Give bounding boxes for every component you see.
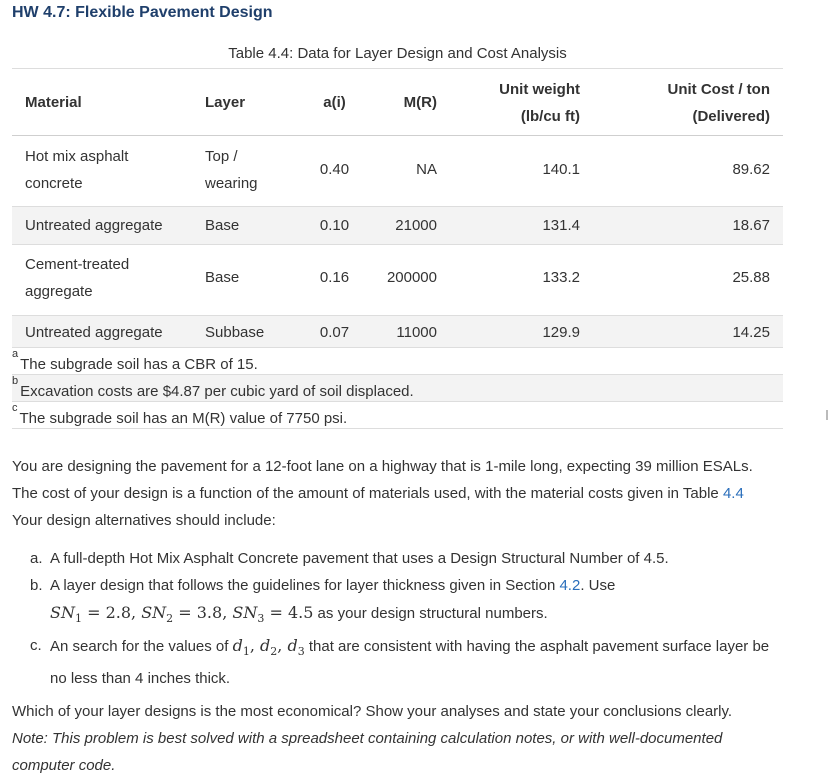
intro-paragraph [12,453,772,534]
list-text: A full-depth Hot Mix Asphalt Concrete pavement that uses a Design Structural Number of 4.5. [50,550,669,567]
unit-cost-cell: 14.25 [732,324,770,341]
material-cell [25,143,195,197]
closing-text: Which of your layer designs is the most economical? Show your analyses and state your conclusions clearly. [12,703,733,720]
list-text: that are consistent with having the asphalt pavement surface layer be no less than 4 inches thick. [50,638,770,688]
material-line: Hot mix asphalt [25,148,129,165]
layer-line: Top / [205,148,238,165]
mr-cell: 200000 [386,269,437,286]
unit-weight-cell: 131.4 [542,217,580,234]
layer-line: wearing [205,175,258,192]
ai-cell: 0.40 [319,161,350,178]
data-table [12,68,783,429]
footnote-text: The subgrade soil has an M(R) value of 7750 psi. [19,410,348,427]
sn1-value: 2.8 [105,603,132,622]
table-row [12,207,783,245]
header-mr: M(R) [403,94,437,111]
alternatives-list [30,545,775,692]
list-text: as your design structural numbers. [313,605,548,622]
unit-cost-cell: 18.67 [732,217,770,234]
list-item-b [30,572,775,632]
header-unit-weight-line2: (lb/cu ft) [520,108,580,125]
header-unit-weight [452,76,580,130]
list-label: a. [30,550,43,567]
table-row [12,245,783,316]
thickness-variables: $d_1$, $d_2$, $d_3$ [232,636,305,659]
structural-numbers-equation: $SN_1 = 2.8$, $SN_2 = 3.8$, $SN_3 = 4.5$ [50,603,314,626]
ai-cell: 0.16 [319,269,350,286]
unit-weight-cell: 133.2 [542,269,580,286]
material-cell [25,251,195,305]
header-unit-weight-line1: Unit weight [499,81,580,98]
header-material: Material [25,94,82,111]
header-unit-cost-line2: (Delivered) [692,108,770,125]
ai-cell: 0.10 [319,217,350,234]
table-footnote [12,402,783,429]
footnote-text: Excavation costs are $4.87 per cubic yard of soil displaced. [20,383,414,400]
table-row [12,136,783,207]
material-line: aggregate [25,283,93,300]
list-item-a [30,545,775,572]
header-unit-cost [600,76,770,130]
mr-cell: 11000 [396,324,437,341]
layer-cell [205,143,295,197]
unit-cost-cell: 89.62 [732,161,770,178]
page-title: HW 4.7: Flexible Pavement Design [12,4,273,21]
sn3-value: 4.5 [287,603,314,622]
unit-weight-cell: 129.9 [542,324,580,341]
mr-cell: NA [416,161,437,178]
list-text: A layer design that follows the guidelines for layer thickness given in Section [50,577,560,594]
section-link[interactable]: 4.2 [559,577,581,594]
footnote-mark: c [12,402,18,414]
list-text: . Use [580,577,616,594]
list-item-c [30,632,775,692]
material-line: concrete [25,175,83,192]
header-layer: Layer [205,94,246,111]
ai-cell: 0.07 [319,324,350,341]
footnote-mark: b [12,375,19,387]
table-footnote [12,348,783,375]
material-cell: Untreated aggregate [25,324,163,341]
intro-text-end: Your design alternatives should include: [12,512,276,529]
table-row [12,316,783,348]
unit-weight-cell: 140.1 [542,161,580,178]
table-link[interactable]: 4.4 [722,485,744,502]
layer-cell: Subbase [205,324,265,341]
header-ai: a(i) [323,94,346,111]
table-footnote [12,375,783,402]
closing-note: Note: This problem is best solved with a spreadsheet containing calculation notes, or with well-documented computer code. [12,730,723,774]
table-header-row [12,68,783,136]
material-line: Cement-treated [25,256,130,273]
list-text: An search for the values of [50,638,233,656]
list-label: c. [30,637,42,655]
sn2-value: 3.8 [196,603,223,622]
closing-paragraph [12,698,772,779]
list-label: b. [30,577,43,594]
table-caption: Table 4.4: Data for Layer Design and Cost Analysis [228,45,567,62]
intro-text: You are designing the pavement for a 12-foot lane on a highway that is 1-mile long, expecting 39 million ESALs. The cost of your design is a function of the amount of materials used, with the material costs given in Table [12,458,753,502]
footnote-text: The subgrade soil has a CBR of 15. [20,356,258,373]
header-unit-cost-line1: Unit Cost / ton [667,81,770,98]
layer-cell: Base [205,217,240,234]
footnote-mark: a [12,348,19,360]
layer-cell: Base [205,269,240,286]
material-cell: Untreated aggregate [25,217,163,234]
unit-cost-cell: 25.88 [732,269,770,286]
mr-cell: 21000 [395,217,437,234]
